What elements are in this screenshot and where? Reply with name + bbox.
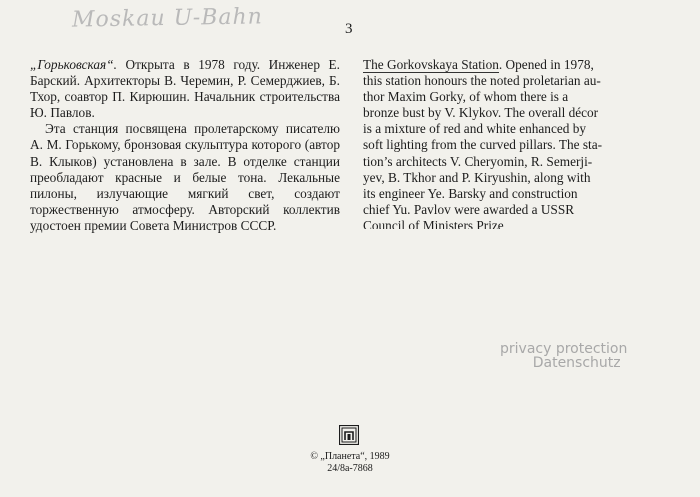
english-line [363,57,673,73]
publisher-footer [300,451,400,475]
russian-paragraph-1-text: Открыта в 1978 году. Инженер Е. Барский. Архитекторы В. Черемин, Р. Семерджиев, Б. Тхор, соавтор П. Кирюшин. Начальник строительства Ю. Павлов. [30,57,340,121]
english-line-text: . Opened in 1978, [498,57,594,72]
russian-station-title: „Горьковская“. [30,57,117,72]
english-line: its engineer Ye. Barsky and construction [363,185,578,201]
copyright-line: © „Планета“, 1989 [310,451,390,462]
handwritten-note: Moskau U-Bahn [71,4,264,33]
russian-paragraph-2: Эта станция посвящена пролетарскому писателю А. М. Горькому, бронзовая скульптура которого (автор В. Клыков) установлена в зале. В отделке станции преобладают красные и белые тона. Лекальные пилоны, излучающие мягкий свет, создают торжественную атмосферу. Авторский коллектив удостоен премии Совета Министров СССР. [30,121,340,233]
watermark-line-1: privacy protection [500,341,628,357]
russian-text-column [30,57,340,234]
publisher-logo-icon [339,425,359,445]
english-text-column [363,57,673,229]
english-line: is a mixture of red and white enhanced by [363,121,587,137]
english-line: this station honours the noted proletarian au- [363,73,601,89]
russian-paragraph-1 [30,57,340,121]
page-number: 3 [345,21,353,37]
english-line: yev, B. Tkhor and P. Kiryushin, along with [363,169,591,185]
english-line: tion’s architects V. Cheryomin, R. Semerji- [363,153,593,169]
english-line: chief Yu. Pavlov were awarded a USSR [363,201,575,217]
catalog-code: 24/8а-7868 [327,463,373,474]
watermark-line-2: Datenschutz [532,355,621,371]
privacy-watermark [500,342,627,370]
english-line: Council of Ministers Prize [363,217,504,229]
english-station-title: The Gorkovskaya Station [363,57,499,72]
english-line: soft lighting from the curved pillars. The sta- [363,137,603,153]
english-line: bronze bust by V. Klykov. The overall décor [363,105,599,121]
english-line: thor Maxim Gorky, of whom there is a [363,89,569,105]
